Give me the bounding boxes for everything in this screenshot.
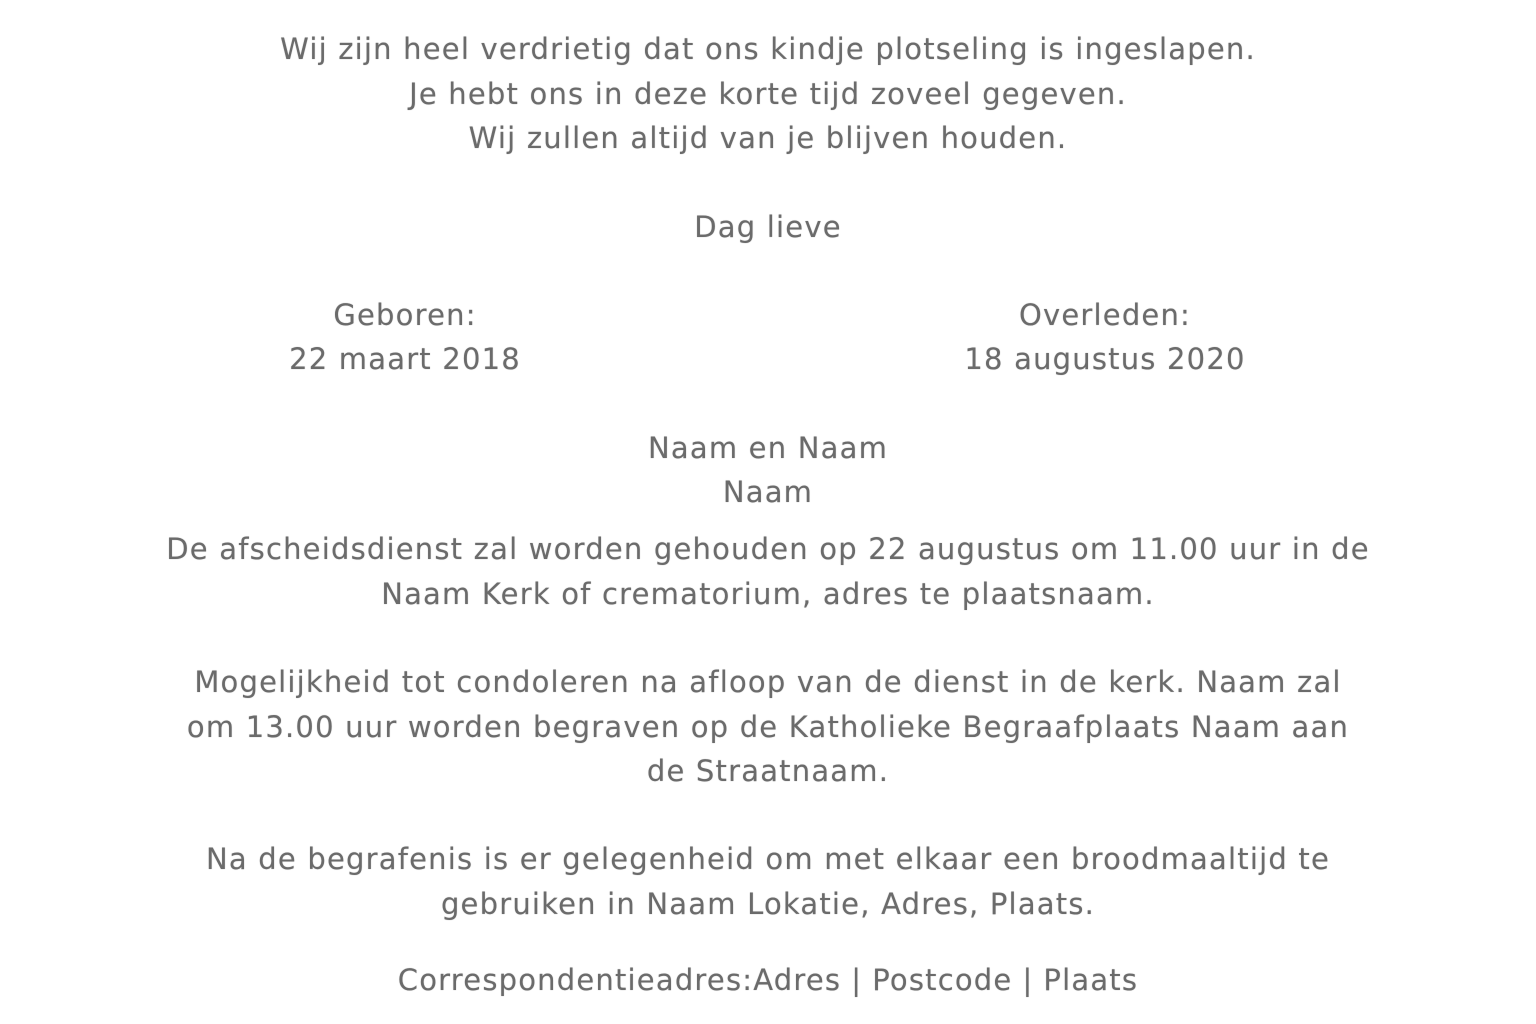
condolence-line-3: de Straatnaam. — [646, 754, 890, 788]
born-date: 22 maart 2018 — [289, 342, 521, 376]
sibling-name: Naam — [722, 475, 814, 509]
condolence-line-1: Mogelijkheid tot condoleren na afloop van de dienst in de kerk. Naam zal — [194, 665, 1342, 699]
correspondence-street: Adres — [753, 963, 842, 997]
correspondence-city: Plaats — [1043, 963, 1139, 997]
parents-names: Naam en Naam — [647, 431, 889, 465]
meal-paragraph — [80, 837, 1456, 926]
service-line-1: De afscheidsdienst zal worden gehouden op 22 augustus om 11.00 uur in de — [166, 532, 1370, 566]
correspondence-label: Correspondentieadres: — [397, 963, 754, 997]
correspondence-address — [0, 958, 1536, 1002]
died-date: 18 augustus 2020 — [964, 342, 1246, 376]
condolence-line-2: om 13.00 uur worden begraven op de Katholieke Begraafplaats Naam aan — [186, 709, 1350, 744]
farewell-line: Dag lieve — [694, 210, 842, 244]
meal-line-1: Na de begrafenis is er gelegenheid om met elkaar een broodmaaltijd te — [206, 842, 1330, 876]
service-paragraph — [80, 527, 1456, 616]
correspondence-postcode: Postcode — [872, 963, 1013, 997]
died-label: Overleden: — [1018, 298, 1192, 332]
separator: | — [851, 963, 863, 997]
separator: | — [1022, 963, 1034, 997]
meal-line-2: gebruiken in Naam Lokatie, Adres, Plaats. — [440, 886, 1096, 921]
condolence-paragraph — [80, 660, 1456, 794]
born-label: Geboren: — [333, 298, 477, 332]
poem-line-1: Wij zijn heel verdrietig dat ons kindje plotseling is ingeslapen. — [280, 32, 1256, 66]
poem-line-3: Wij zullen altijd van je blijven houden. — [468, 121, 1068, 155]
service-line-2: Naam Kerk of crematorium, adres te plaatsnaam. — [381, 576, 1155, 611]
poem-line-2: Je hebt ons in deze korte tijd zoveel gegeven. — [409, 77, 1127, 111]
